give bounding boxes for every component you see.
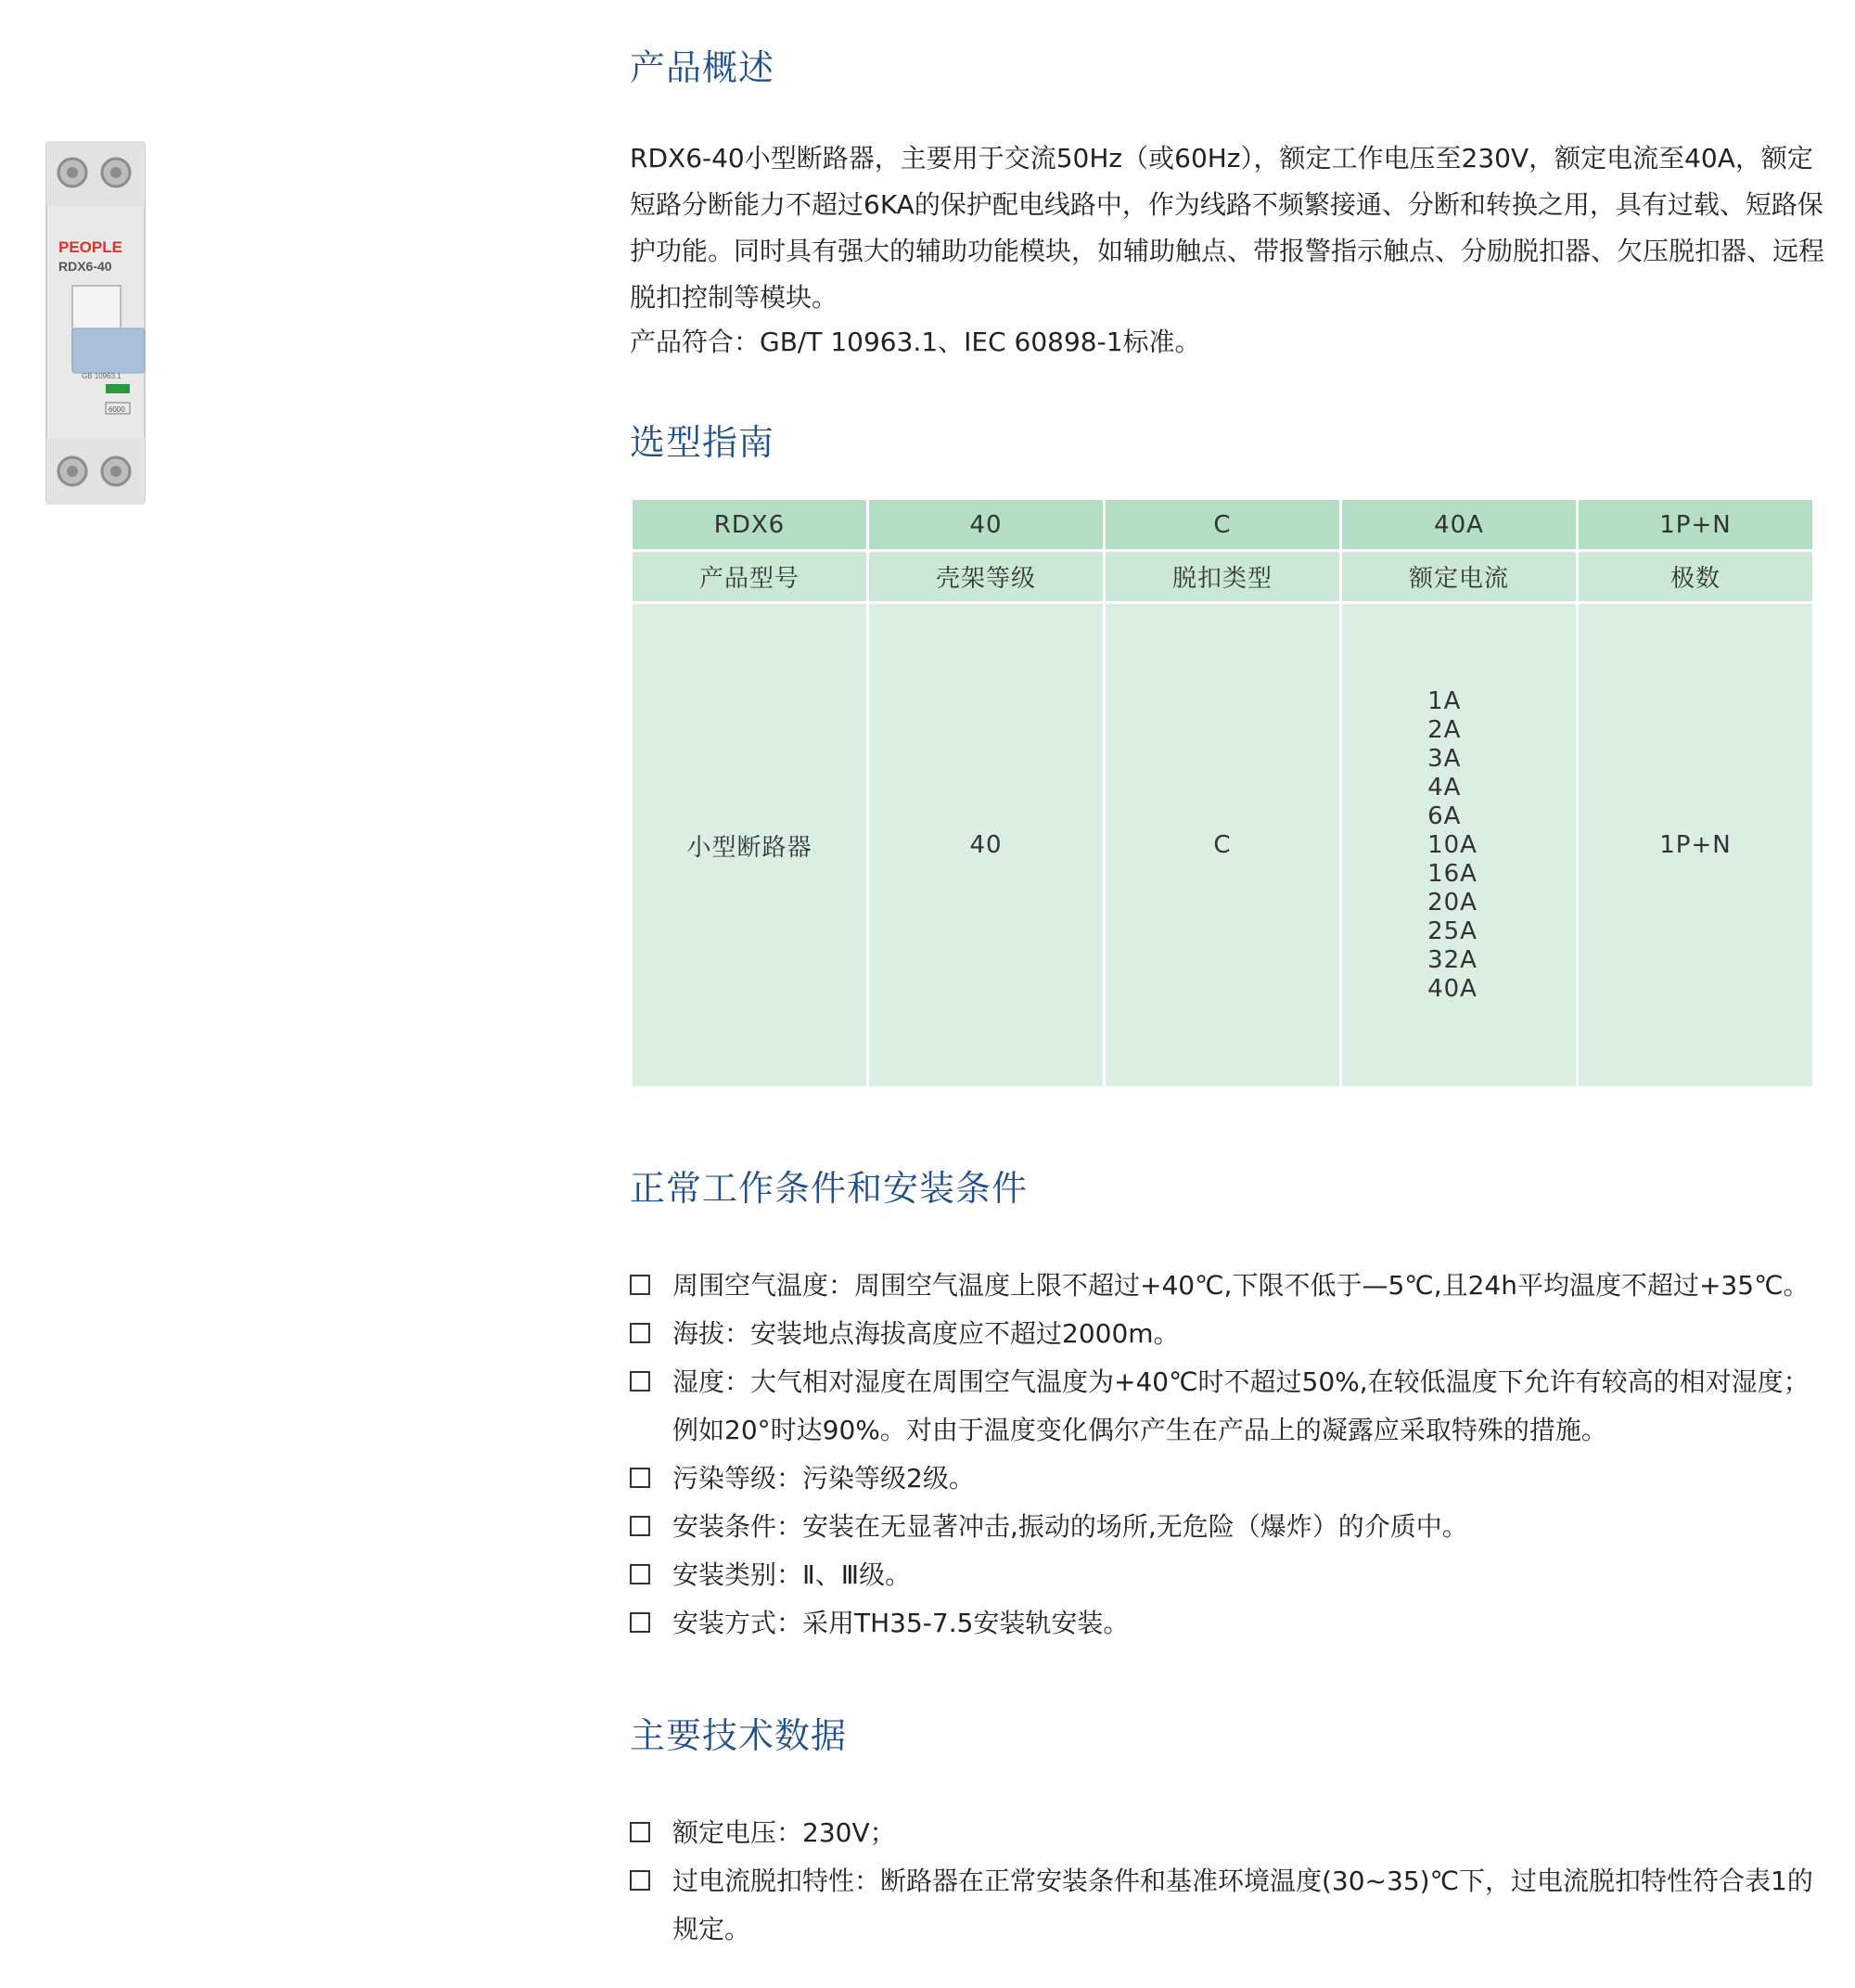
list-item bbox=[630, 1262, 1826, 1310]
tech-heading: 主要技术数据 bbox=[630, 1715, 848, 1756]
list-item-text: 安装条件：安装在无显著冲击,振动的场所,无危险（爆炸）的介质中。 bbox=[672, 1511, 1468, 1542]
table-cell: 产品型号 bbox=[632, 551, 868, 603]
current-value: 3A bbox=[1427, 744, 1462, 773]
current-value: 25A bbox=[1427, 917, 1478, 945]
list-item bbox=[630, 1857, 1826, 1954]
list-item bbox=[630, 1455, 1826, 1503]
product-image bbox=[45, 141, 147, 505]
list-item bbox=[630, 1503, 1826, 1551]
status-indicator bbox=[106, 384, 130, 393]
checkbox-icon bbox=[630, 1323, 650, 1343]
overview-heading: 产品概述 bbox=[630, 47, 775, 88]
table-cell: 40 bbox=[868, 499, 1105, 551]
current-value: 2A bbox=[1427, 715, 1462, 744]
current-value: 20A bbox=[1427, 888, 1478, 917]
conditions-list bbox=[630, 1262, 1826, 1648]
table-row-values bbox=[632, 603, 1814, 1088]
table-cell: 壳架等级 bbox=[868, 551, 1105, 603]
list-item-text: 海拔：安装地点海拔高度应不超过2000m。 bbox=[672, 1318, 1180, 1349]
table-cell: 脱扣类型 bbox=[1105, 551, 1341, 603]
table-cell: 极数 bbox=[1578, 551, 1814, 603]
table-cell-currents bbox=[1341, 603, 1578, 1088]
checkbox-icon bbox=[630, 1371, 650, 1392]
checkbox-icon bbox=[630, 1564, 650, 1584]
product-rating-text: 6000 bbox=[109, 405, 125, 414]
current-value: 4A bbox=[1427, 773, 1462, 802]
selection-heading: 选型指南 bbox=[630, 422, 775, 463]
list-item-text: 污染等级：污染等级2级。 bbox=[672, 1463, 975, 1494]
checkbox-icon bbox=[630, 1612, 650, 1633]
table-cell: C bbox=[1105, 499, 1341, 551]
list-item bbox=[630, 1599, 1826, 1648]
list-item-text: 周围空气温度：周围空气温度上限不超过+40℃,下限不低于—5℃,且24h平均温度不超过+35℃。 bbox=[672, 1270, 1810, 1301]
checkbox-icon bbox=[630, 1870, 650, 1891]
list-item-text: 湿度：大气相对湿度在周围空气温度为+40℃时不超过50%,在较低温度下允许有较高的相对湿度；例如20°时达90%。对由于温度变化偶尔产生在产品上的凝露应采取特殊的措施。 bbox=[672, 1366, 1810, 1445]
product-model-text: RDX6-40 bbox=[58, 259, 112, 274]
list-item bbox=[630, 1310, 1826, 1358]
checkbox-icon bbox=[630, 1516, 650, 1536]
checkbox-icon bbox=[630, 1822, 650, 1842]
list-item-text: 安装方式：采用TH35-7.5安装轨安装。 bbox=[672, 1608, 1130, 1638]
overview-body: RDX6-40小型断路器，主要用于交流50Hz（或60Hz），额定工作电压至230V，额定电流至40A，额定短路分断能力不超过6KA的保护配电线路中，作为线路不频繁接通、分断和转换之用，具有过载、短路保护功能。同时具有强大的辅助功能模块，如辅助触点、带报警指示触点、分励脱扣器、欠压脱扣器、远程脱扣控制等模块。 bbox=[630, 143, 1825, 313]
list-item bbox=[630, 1809, 1826, 1857]
current-value: 6A bbox=[1427, 802, 1462, 830]
tech-list bbox=[630, 1809, 1826, 1954]
table-cell: RDX6 bbox=[632, 499, 868, 551]
switch-handle bbox=[72, 328, 145, 373]
table-cell-poles: 1P+N bbox=[1578, 603, 1814, 1088]
table-cell-trip: C bbox=[1105, 603, 1341, 1088]
table-cell: 额定电流 bbox=[1341, 551, 1578, 603]
conditions-heading: 正常工作条件和安装条件 bbox=[630, 1168, 1029, 1209]
list-item-text: 额定电压：230V； bbox=[672, 1817, 896, 1848]
current-value: 10A bbox=[1427, 830, 1478, 859]
current-value: 16A bbox=[1427, 859, 1478, 888]
current-value: 32A bbox=[1427, 945, 1478, 974]
table-cell: 40A bbox=[1341, 499, 1578, 551]
checkbox-icon bbox=[630, 1275, 650, 1295]
list-item-text: 过电流脱扣特性：断路器在正常安装条件和基准环境温度(30~35)℃下，过电流脱扣特性符合表1的规定。 bbox=[672, 1866, 1813, 1944]
table-row-codes bbox=[632, 499, 1814, 551]
overview-compliance: 产品符合：GB/T 10963.1、IEC 60898-1标准。 bbox=[630, 327, 1201, 357]
product-brand-text: PEOPLE bbox=[58, 238, 122, 256]
selection-table bbox=[630, 497, 1815, 1089]
current-value: 1A bbox=[1427, 686, 1462, 715]
current-list bbox=[1427, 687, 1490, 1004]
table-row-labels bbox=[632, 551, 1814, 603]
table-cell: 1P+N bbox=[1578, 499, 1814, 551]
list-item bbox=[630, 1358, 1826, 1455]
list-item-text: 安装类别：Ⅱ、Ⅲ级。 bbox=[672, 1559, 912, 1590]
terminal-screw-icon bbox=[67, 167, 78, 178]
table-cell-type: 小型断路器 bbox=[632, 603, 868, 1088]
table-cell-frame: 40 bbox=[868, 603, 1105, 1088]
product-standard-text: GB 10963.1 bbox=[82, 372, 122, 380]
current-value: 40A bbox=[1427, 974, 1478, 1003]
checkbox-icon bbox=[630, 1468, 650, 1488]
list-item bbox=[630, 1551, 1826, 1599]
